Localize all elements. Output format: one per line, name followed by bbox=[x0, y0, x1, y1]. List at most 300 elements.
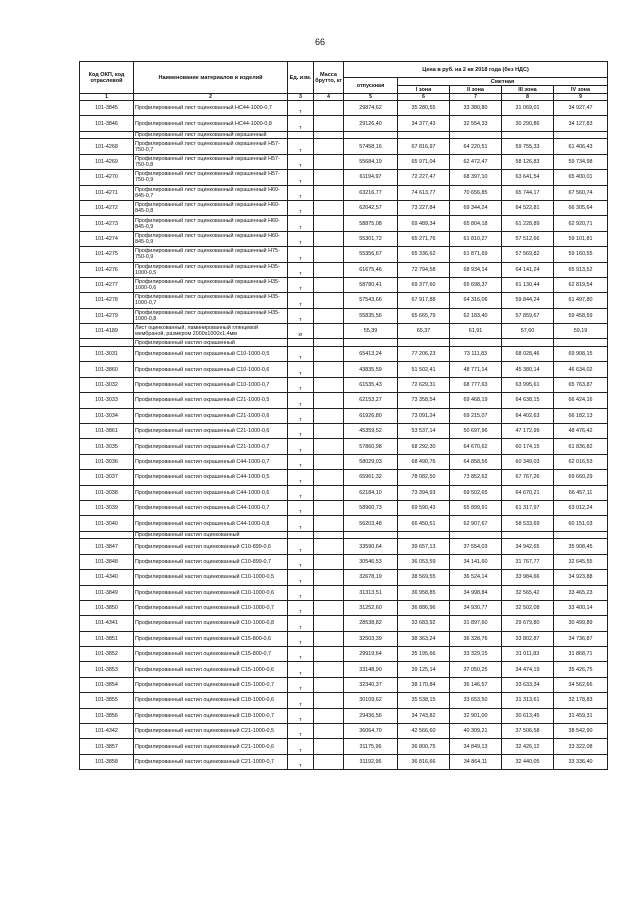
zone-2-price-cell: 62 183,40 bbox=[450, 308, 502, 323]
section-row bbox=[80, 131, 608, 139]
zone-1-price-cell: 69 377,60 bbox=[398, 277, 450, 292]
code-cell: 101-3861 bbox=[80, 424, 134, 439]
name-cell: Профилированный настил оцинкованный С10-1000-0,7 bbox=[134, 600, 288, 615]
unit-cell: т bbox=[288, 308, 314, 323]
zone-2-price-cell: 32 901,00 bbox=[450, 708, 502, 723]
unit-cell: т bbox=[288, 500, 314, 515]
zone-4-price-cell: 66 424,16 bbox=[554, 393, 608, 408]
zone-2-price-cell: 37 554,03 bbox=[450, 539, 502, 554]
code-cell: 101-4272 bbox=[80, 200, 134, 215]
empty-cell bbox=[344, 339, 398, 347]
table-row bbox=[80, 585, 608, 600]
zone-4-price-cell: 60 151,03 bbox=[554, 516, 608, 531]
unit-cell: т bbox=[288, 170, 314, 185]
release-price-cell: 61926,80 bbox=[344, 408, 398, 423]
name-cell: Профилированный лист оцинкованный окрашенный Н35-1000-0,8 bbox=[134, 308, 288, 323]
code-cell: 101-3853 bbox=[80, 662, 134, 677]
zone-2-price-cell: 65 698,37 bbox=[450, 277, 502, 292]
unit-cell: т bbox=[288, 585, 314, 600]
name-cell: Профилированный настил окрашенный С44-1000-0,7 bbox=[134, 454, 288, 469]
unit-cell: т bbox=[288, 539, 314, 554]
zone-4-price-cell: 33 322,08 bbox=[554, 739, 608, 754]
unit-cell: т bbox=[288, 724, 314, 739]
zone-4-price-cell: 62 920,71 bbox=[554, 216, 608, 231]
zone-1-price-cell: 38 170,84 bbox=[398, 677, 450, 692]
zone-1-price-cell: 39 657,13 bbox=[398, 539, 450, 554]
code-cell: 101-3849 bbox=[80, 585, 134, 600]
mass-cell bbox=[314, 693, 344, 708]
empty-cell bbox=[502, 531, 554, 539]
code-cell: 101-4269 bbox=[80, 154, 134, 169]
zone-3-price-cell: 65 744,17 bbox=[502, 185, 554, 200]
unit-cell: т bbox=[288, 377, 314, 392]
zone-1-price-cell: 35 538,15 bbox=[398, 693, 450, 708]
code-cell: 101-3846 bbox=[80, 116, 134, 131]
table-row bbox=[80, 185, 608, 200]
zone-1-price-cell: 65 336,62 bbox=[398, 247, 450, 262]
mass-cell bbox=[314, 539, 344, 554]
release-price-cell: 45359,52 bbox=[344, 424, 398, 439]
mass-cell bbox=[314, 600, 344, 615]
code-cell: 101-4268 bbox=[80, 139, 134, 154]
zone-1-price-cell: 34 377,43 bbox=[398, 116, 450, 131]
zone-1-price-cell: 38 569,55 bbox=[398, 570, 450, 585]
section-title: Профилированный настил оцинкованный bbox=[134, 531, 288, 539]
zone-2-price-cell: 69 215,07 bbox=[450, 408, 502, 423]
column-number: 9 bbox=[554, 94, 608, 101]
zone-1-price-cell: 72 794,58 bbox=[398, 262, 450, 277]
zone-4-price-cell: 61 406,43 bbox=[554, 139, 608, 154]
zone-1-price-cell: 73 358,54 bbox=[398, 393, 450, 408]
empty-cell bbox=[288, 531, 314, 539]
unit-cell: т bbox=[288, 677, 314, 692]
zone-1-price-cell: 65 665,79 bbox=[398, 308, 450, 323]
unit-cell: т bbox=[288, 693, 314, 708]
code-cell: 101-4341 bbox=[80, 616, 134, 631]
empty-cell bbox=[502, 339, 554, 347]
mass-cell bbox=[314, 500, 344, 515]
release-price-cell: 63216,77 bbox=[344, 185, 398, 200]
zone-3-price-cell: 34 474,19 bbox=[502, 662, 554, 677]
header-zone-1: I зона bbox=[398, 86, 450, 94]
table-row bbox=[80, 616, 608, 631]
header-release-price: отпускная bbox=[344, 78, 398, 94]
release-price-cell: 57458,16 bbox=[344, 139, 398, 154]
name-cell: Профилированный настил окрашенный С10-1000-0,5 bbox=[134, 347, 288, 362]
zone-3-price-cell: 33 633,34 bbox=[502, 677, 554, 692]
table-body bbox=[80, 101, 608, 770]
release-price-cell: 31175,96 bbox=[344, 739, 398, 754]
zone-4-price-cell: 32 178,83 bbox=[554, 693, 608, 708]
code-cell: 101-4279 bbox=[80, 308, 134, 323]
name-cell: Профилированный лист оцинкованный окрашенный Н57-750-0,7 bbox=[134, 139, 288, 154]
table-row bbox=[80, 393, 608, 408]
name-cell: Профилированный лист оцинкованный окрашенный Н35-1000-0,6 bbox=[134, 277, 288, 292]
mass-cell bbox=[314, 485, 344, 500]
zone-4-price-cell: 66 305,64 bbox=[554, 200, 608, 215]
zone-2-price-cell: 34 930,77 bbox=[450, 600, 502, 615]
zone-3-price-cell: 32 565,42 bbox=[502, 585, 554, 600]
zone-3-price-cell: 33 802,87 bbox=[502, 631, 554, 646]
table-row bbox=[80, 377, 608, 392]
zone-2-price-cell: 61 810,27 bbox=[450, 231, 502, 246]
section-row bbox=[80, 339, 608, 347]
name-cell: Профилированный настил окрашенный С21-1000-0,5 bbox=[134, 393, 288, 408]
table-row bbox=[80, 101, 608, 116]
mass-cell bbox=[314, 216, 344, 231]
table-row bbox=[80, 662, 608, 677]
release-price-cell: 29874,62 bbox=[344, 101, 398, 116]
name-cell: Профилированный настил оцинкованный С15-800-0,6 bbox=[134, 631, 288, 646]
table-row bbox=[80, 570, 608, 585]
code-cell: 101-4275 bbox=[80, 247, 134, 262]
section-title: Профилированный лист оцинкованный окрашенный bbox=[134, 131, 288, 139]
column-number: 2 bbox=[134, 94, 288, 101]
code-cell: 101-3037 bbox=[80, 470, 134, 485]
zone-4-price-cell: 31 459,31 bbox=[554, 708, 608, 723]
release-price-cell: 55835,56 bbox=[344, 308, 398, 323]
zone-3-price-cell: 29 679,80 bbox=[502, 616, 554, 631]
zone-1-price-cell: 67 917,88 bbox=[398, 293, 450, 308]
zone-3-price-cell: 61 317,97 bbox=[502, 500, 554, 515]
table-row bbox=[80, 631, 608, 646]
table-row bbox=[80, 231, 608, 246]
header-code: Код ОКП, код отраслевой bbox=[80, 62, 134, 94]
release-price-cell: 56203,48 bbox=[344, 516, 398, 531]
code-cell: 101-3848 bbox=[80, 554, 134, 569]
table-row bbox=[80, 693, 608, 708]
mass-cell bbox=[314, 101, 344, 116]
code-cell: 101-4273 bbox=[80, 216, 134, 231]
release-price-cell: 61194,97 bbox=[344, 170, 398, 185]
zone-1-price-cell: 42 566,60 bbox=[398, 724, 450, 739]
name-cell: Профилированный настил оцинкованный С21-1000-0,6 bbox=[134, 739, 288, 754]
name-cell: Профилированный лист оцинкованный окрашенный Н60-845-0,9 bbox=[134, 216, 288, 231]
mass-cell bbox=[314, 647, 344, 662]
unit-cell: т bbox=[288, 277, 314, 292]
section-title: Профилированный настил окрашенный bbox=[134, 339, 288, 347]
mass-cell bbox=[314, 631, 344, 646]
empty-cell bbox=[398, 339, 450, 347]
zone-1-price-cell: 78 082,50 bbox=[398, 470, 450, 485]
code-cell: 101-4189 bbox=[80, 324, 134, 339]
zone-1-price-cell: 72 629,31 bbox=[398, 377, 450, 392]
zone-1-price-cell: 38 363,24 bbox=[398, 631, 450, 646]
code-cell: 101-3847 bbox=[80, 539, 134, 554]
zone-1-price-cell: 65 271,76 bbox=[398, 231, 450, 246]
column-number: 4 bbox=[314, 94, 344, 101]
name-cell: Профилированный настил оцинкованный С15-1000-0,6 bbox=[134, 662, 288, 677]
name-cell: Профилированный настил окрашенный С44-1000-0,5 bbox=[134, 470, 288, 485]
name-cell: Профилированный лист оцинкованный окрашенный Н35-1000-0,7 bbox=[134, 293, 288, 308]
unit-cell: т bbox=[288, 616, 314, 631]
zone-3-price-cell: 57 569,82 bbox=[502, 247, 554, 262]
code-cell: 101-3852 bbox=[80, 647, 134, 662]
table-row bbox=[80, 116, 608, 131]
zone-3-price-cell: 31 767,77 bbox=[502, 554, 554, 569]
release-price-cell: 57860,98 bbox=[344, 439, 398, 454]
unit-cell: т bbox=[288, 708, 314, 723]
table-row bbox=[80, 247, 608, 262]
code-cell: 101-3036 bbox=[80, 454, 134, 469]
zone-3-price-cell: 64 141,24 bbox=[502, 262, 554, 277]
zone-4-price-cell: 59,19 bbox=[554, 324, 608, 339]
zone-1-price-cell: 36 816,66 bbox=[398, 754, 450, 769]
mass-cell bbox=[314, 754, 344, 769]
code-cell: 101-3031 bbox=[80, 347, 134, 362]
table-row bbox=[80, 470, 608, 485]
zone-1-price-cell: 73 227,84 bbox=[398, 200, 450, 215]
code-cell: 101-4278 bbox=[80, 293, 134, 308]
release-price-cell: 62153,27 bbox=[344, 393, 398, 408]
zone-2-price-cell: 36 524,14 bbox=[450, 570, 502, 585]
zone-2-price-cell: 73 111,83 bbox=[450, 347, 502, 362]
column-number: 8 bbox=[502, 94, 554, 101]
empty-cell bbox=[288, 339, 314, 347]
unit-cell: т bbox=[288, 516, 314, 531]
release-price-cell: 62184,10 bbox=[344, 485, 398, 500]
name-cell: Профилированный лист оцинкованный окрашенный Н75-750-0,9 bbox=[134, 247, 288, 262]
zone-2-price-cell: 62 472,47 bbox=[450, 154, 502, 169]
header-zone-2: II зона bbox=[450, 86, 502, 94]
empty-cell bbox=[344, 531, 398, 539]
release-price-cell: 30109,62 bbox=[344, 693, 398, 708]
zone-3-price-cell: 31 011,83 bbox=[502, 647, 554, 662]
empty-cell bbox=[450, 531, 502, 539]
unit-cell: т bbox=[288, 754, 314, 769]
zone-4-price-cell: 67 560,74 bbox=[554, 185, 608, 200]
release-price-cell: 32678,19 bbox=[344, 570, 398, 585]
mass-cell bbox=[314, 116, 344, 131]
release-price-cell: 55356,67 bbox=[344, 247, 398, 262]
unit-cell: т bbox=[288, 139, 314, 154]
name-cell: Профилированный настил окрашенный С44-1000-0,8 bbox=[134, 516, 288, 531]
zone-2-price-cell: 37 050,25 bbox=[450, 662, 502, 677]
zone-4-price-cell: 63 012,24 bbox=[554, 500, 608, 515]
zone-3-price-cell: 59 755,33 bbox=[502, 139, 554, 154]
zone-2-price-cell: 33 653,50 bbox=[450, 693, 502, 708]
mass-cell bbox=[314, 231, 344, 246]
zone-1-price-cell: 74 613,77 bbox=[398, 185, 450, 200]
name-cell: Профилированный настил окрашенный С21-1000-0,6 bbox=[134, 408, 288, 423]
column-number: 7 bbox=[450, 94, 502, 101]
mass-cell bbox=[314, 585, 344, 600]
zone-2-price-cell: 64 316,06 bbox=[450, 293, 502, 308]
table-row bbox=[80, 424, 608, 439]
code-cell: 101-3845 bbox=[80, 101, 134, 116]
code-cell: 101-3855 bbox=[80, 693, 134, 708]
zone-3-price-cell: 68 028,46 bbox=[502, 347, 554, 362]
unit-cell: т bbox=[288, 247, 314, 262]
name-cell: Профилированный настил окрашенный С44-1000-0,7 bbox=[134, 500, 288, 515]
zone-2-price-cell: 36 328,76 bbox=[450, 631, 502, 646]
zone-1-price-cell: 72 227,47 bbox=[398, 170, 450, 185]
table-row bbox=[80, 200, 608, 215]
empty-cell bbox=[314, 531, 344, 539]
zone-3-price-cell: 64 670,21 bbox=[502, 485, 554, 500]
name-cell: Профилированный настил окрашенный С44-1000-0,6 bbox=[134, 485, 288, 500]
release-price-cell: 65961,32 bbox=[344, 470, 398, 485]
unit-cell: т bbox=[288, 739, 314, 754]
zone-1-price-cell: 77 206,23 bbox=[398, 347, 450, 362]
release-price-cell: 58960,73 bbox=[344, 500, 398, 515]
zone-4-price-cell: 65 400,01 bbox=[554, 170, 608, 185]
zone-2-price-cell: 73 852,62 bbox=[450, 470, 502, 485]
release-price-cell: 55,39 bbox=[344, 324, 398, 339]
table-row bbox=[80, 216, 608, 231]
zone-2-price-cell: 61 871,69 bbox=[450, 247, 502, 262]
empty-cell bbox=[450, 339, 502, 347]
table-row bbox=[80, 277, 608, 292]
zone-2-price-cell: 68 934,14 bbox=[450, 262, 502, 277]
zone-1-price-cell: 34 743,82 bbox=[398, 708, 450, 723]
header-zone-3: III зона bbox=[502, 86, 554, 94]
release-price-cell: 31252,60 bbox=[344, 600, 398, 615]
column-number-row bbox=[80, 94, 608, 101]
name-cell: Профилированный лист оцинкованный окрашенный Н35-1000-0,5 bbox=[134, 262, 288, 277]
code-cell: 101-3032 bbox=[80, 377, 134, 392]
release-price-cell: 32503,39 bbox=[344, 631, 398, 646]
zone-3-price-cell: 30 613,45 bbox=[502, 708, 554, 723]
header-price-group: Цена в руб. на 2 кв 2018 года (без НДС) bbox=[344, 62, 608, 78]
zone-2-price-cell: 40 309,21 bbox=[450, 724, 502, 739]
mass-cell bbox=[314, 347, 344, 362]
table-row bbox=[80, 754, 608, 769]
zone-3-price-cell: 57 512,66 bbox=[502, 231, 554, 246]
unit-cell: т bbox=[288, 262, 314, 277]
zone-3-price-cell: 58 126,83 bbox=[502, 154, 554, 169]
empty-cell bbox=[502, 131, 554, 139]
zone-3-price-cell: 32 440,05 bbox=[502, 754, 554, 769]
empty-cell bbox=[554, 339, 608, 347]
empty-cell bbox=[398, 131, 450, 139]
code-cell: 101-3857 bbox=[80, 739, 134, 754]
unit-cell: т bbox=[288, 424, 314, 439]
zone-4-price-cell: 69 660,29 bbox=[554, 470, 608, 485]
zone-2-price-cell: 32 554,33 bbox=[450, 116, 502, 131]
unit-cell: т bbox=[288, 662, 314, 677]
zone-4-price-cell: 46 634,02 bbox=[554, 362, 608, 377]
zone-2-price-cell: 33 380,80 bbox=[450, 101, 502, 116]
mass-cell bbox=[314, 739, 344, 754]
release-price-cell: 31313,51 bbox=[344, 585, 398, 600]
zone-1-price-cell: 69 489,34 bbox=[398, 216, 450, 231]
unit-cell: т bbox=[288, 439, 314, 454]
zone-1-price-cell: 33 683,92 bbox=[398, 616, 450, 631]
zone-4-price-cell: 35 426,75 bbox=[554, 662, 608, 677]
unit-cell: кг bbox=[288, 324, 314, 339]
table-row bbox=[80, 500, 608, 515]
name-cell: Профилированный настил оцинкованный С18-1000-0,6 bbox=[134, 693, 288, 708]
zone-2-price-cell: 50 697,96 bbox=[450, 424, 502, 439]
column-number: 6 bbox=[398, 94, 450, 101]
zone-4-price-cell: 62 819,54 bbox=[554, 277, 608, 292]
unit-cell: т bbox=[288, 200, 314, 215]
name-cell: Профилированный настил окрашенный С10-1000-0,7 bbox=[134, 377, 288, 392]
mass-cell bbox=[314, 308, 344, 323]
release-price-cell: 36064,70 bbox=[344, 724, 398, 739]
release-price-cell: 61675,46 bbox=[344, 262, 398, 277]
name-cell: Профилированный настил оцинкованный С10-1000-0,6 bbox=[134, 585, 288, 600]
zone-4-price-cell: 38 542,90 bbox=[554, 724, 608, 739]
zone-3-price-cell: 60 174,15 bbox=[502, 439, 554, 454]
unit-cell: т bbox=[288, 408, 314, 423]
mass-cell bbox=[314, 393, 344, 408]
zone-3-price-cell: 63 641,54 bbox=[502, 170, 554, 185]
zone-1-price-cell: 36 800,75 bbox=[398, 739, 450, 754]
code-cell: 101-3035 bbox=[80, 439, 134, 454]
table-row bbox=[80, 724, 608, 739]
zone-3-price-cell: 57,60 bbox=[502, 324, 554, 339]
code-cell: 101-3039 bbox=[80, 500, 134, 515]
zone-2-price-cell: 34 849,13 bbox=[450, 739, 502, 754]
name-cell: Профилированный настил оцинкованный С21-1000-0,7 bbox=[134, 754, 288, 769]
table-row bbox=[80, 454, 608, 469]
zone-1-price-cell: 68 292,30 bbox=[398, 439, 450, 454]
zone-3-price-cell: 64 638,15 bbox=[502, 393, 554, 408]
name-cell: Профилированный настил оцинкованный С15-1000-0,7 bbox=[134, 677, 288, 692]
zone-4-price-cell: 66 457,11 bbox=[554, 485, 608, 500]
zone-4-price-cell: 61 836,82 bbox=[554, 439, 608, 454]
unit-cell: т bbox=[288, 485, 314, 500]
mass-cell bbox=[314, 708, 344, 723]
code-cell: 101-3850 bbox=[80, 600, 134, 615]
zone-4-price-cell: 62 016,53 bbox=[554, 454, 608, 469]
zone-3-price-cell: 32 502,08 bbox=[502, 600, 554, 615]
unit-cell: т bbox=[288, 554, 314, 569]
name-cell: Лист оцинкованный, ламинированный глянцевой мембраной, размером 2000х1000х1,4мм bbox=[134, 324, 288, 339]
name-cell: Профилированный лист оцинкованный окрашенный Н60-845-0,7 bbox=[134, 185, 288, 200]
zone-4-price-cell: 34 927,47 bbox=[554, 101, 608, 116]
mass-cell bbox=[314, 262, 344, 277]
table-row bbox=[80, 262, 608, 277]
release-price-cell: 55301,72 bbox=[344, 231, 398, 246]
name-cell: Профилированный лист оцинкованный НС44-1000-0,8 bbox=[134, 116, 288, 131]
mass-cell bbox=[314, 470, 344, 485]
zone-2-price-cell: 68 777,63 bbox=[450, 377, 502, 392]
empty-cell bbox=[554, 131, 608, 139]
zone-4-price-cell: 65 763,87 bbox=[554, 377, 608, 392]
zone-4-price-cell: 30 499,89 bbox=[554, 616, 608, 631]
zone-4-price-cell: 59 101,81 bbox=[554, 231, 608, 246]
unit-cell: т bbox=[288, 600, 314, 615]
mass-cell bbox=[314, 516, 344, 531]
code-cell: 101-3851 bbox=[80, 631, 134, 646]
zone-3-price-cell: 32 426,12 bbox=[502, 739, 554, 754]
unit-cell: т bbox=[288, 631, 314, 646]
zone-3-price-cell: 64 402,63 bbox=[502, 408, 554, 423]
table-row bbox=[80, 408, 608, 423]
release-price-cell: 57543,66 bbox=[344, 293, 398, 308]
name-cell: Профилированный настил оцинкованный С10-899-0,7 bbox=[134, 554, 288, 569]
name-cell: Профилированный настил оцинкованный С10-1000-0,8 bbox=[134, 616, 288, 631]
mass-cell bbox=[314, 454, 344, 469]
zone-4-price-cell: 66 182,13 bbox=[554, 408, 608, 423]
code-cell: 101-3858 bbox=[80, 754, 134, 769]
mass-cell bbox=[314, 185, 344, 200]
zone-4-price-cell: 35 908,45 bbox=[554, 539, 608, 554]
release-price-cell: 29919,64 bbox=[344, 647, 398, 662]
zone-2-price-cell: 34 141,60 bbox=[450, 554, 502, 569]
mass-cell bbox=[314, 293, 344, 308]
unit-cell: т bbox=[288, 231, 314, 246]
table-row bbox=[80, 647, 608, 662]
zone-4-price-cell: 33 336,40 bbox=[554, 754, 608, 769]
section-code-cell bbox=[80, 339, 134, 347]
code-cell: 101-4270 bbox=[80, 170, 134, 185]
section-code-cell bbox=[80, 131, 134, 139]
zone-3-price-cell: 60 349,03 bbox=[502, 454, 554, 469]
